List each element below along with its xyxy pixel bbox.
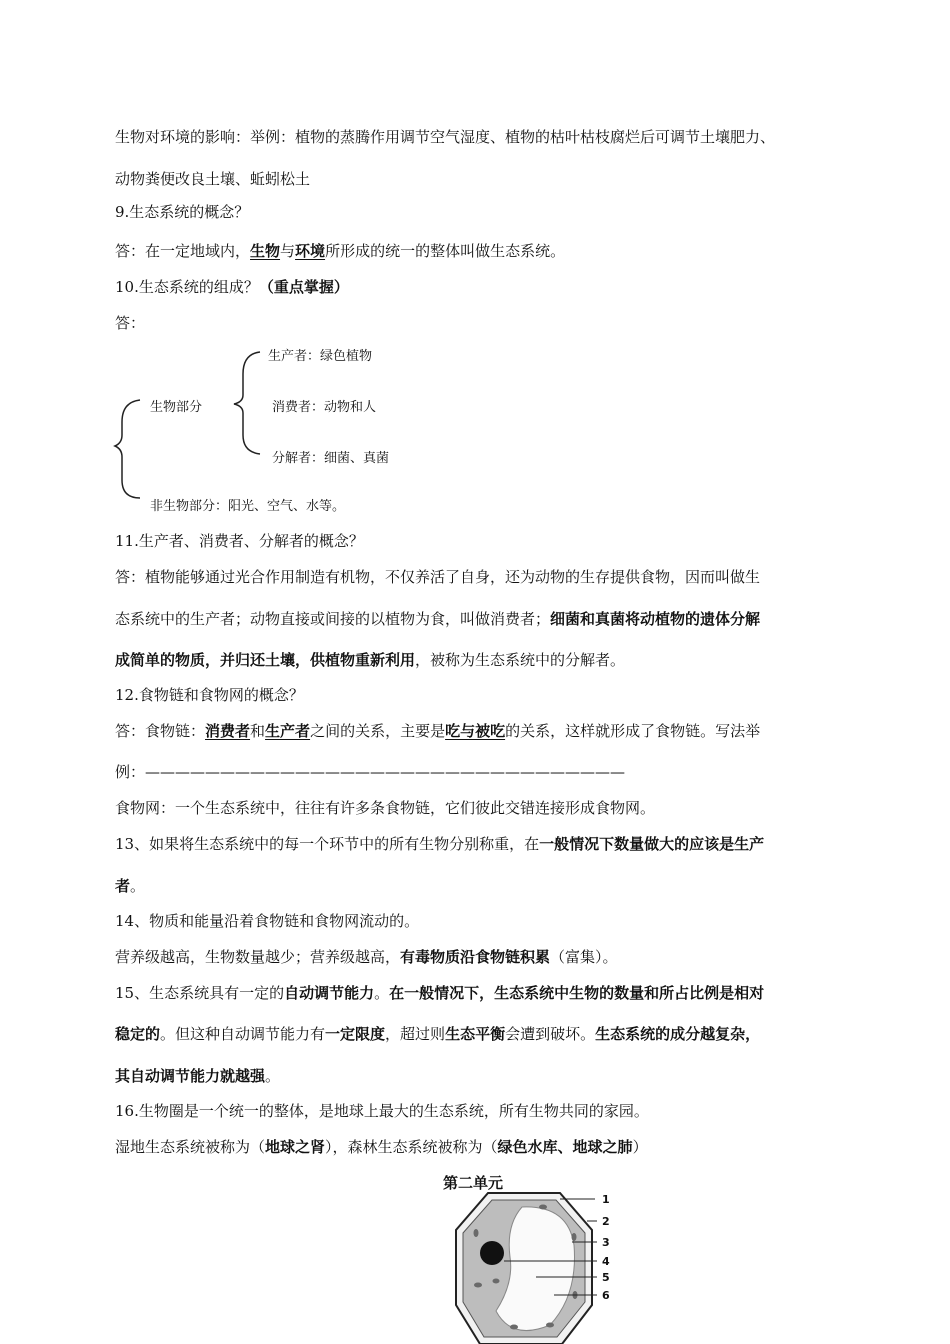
answer-12-line3: 食物网：一个生态系统中，往往有许多条食物链，它们彼此交错连接形成食物网。 [115, 799, 656, 817]
bio-part-label: 生物部分 [150, 400, 203, 415]
point-13: 13、如果将生态系统中的每一个环节中的所有生物分别称重，在一般情况下数量做大的应该是生产 [115, 835, 765, 853]
consumer-label: 消费者：动物和人 [272, 400, 377, 415]
text-line: 动物粪便改良土壤、蚯蚓松土 [115, 170, 311, 188]
cell-label-3: 3 [602, 1236, 610, 1249]
point-15: 15、生态系统具有一定的自动调节能力。在一般情况下，生态系统中生物的数量和所占比例是相对 [115, 984, 765, 1002]
question-10: 10.生态系统的组成？（重点掌握） [115, 278, 349, 296]
unit-2-title: 第二单元 [443, 1174, 504, 1192]
cell-label-5: 5 [602, 1271, 610, 1284]
brace-lines [110, 340, 430, 520]
cell-label-2: 2 [602, 1215, 610, 1228]
producer-label: 生产者：绿色植物 [268, 349, 373, 364]
answer-11-line3: 成简单的物质，并归还土壤，供植物重新利用，被称为生态系统中的分解者。 [115, 651, 626, 669]
answer-11-line1: 答：植物能够通过光合作用制造有机物，不仅养活了自身，还为动物的生存提供食物，因而叫做生 [115, 568, 761, 586]
point-16-line2: 湿地生态系统被称为（地球之肾），森林生态系统被称为（绿色水库、地球之肺） [115, 1138, 648, 1156]
point-14-line2: 营养级越高，生物数量越少；营养级越高，有毒物质沿食物链积累（富集）。 [115, 948, 618, 966]
text-line: 生物对环境的影响：举例：植物的蒸腾作用调节空气湿度、植物的枯叶枯枝腐烂后可调节土壤肥力、 [115, 128, 776, 146]
point-14: 14、物质和能量沿着食物链和食物网流动的。 [115, 912, 420, 930]
cell-label-1: 1 [602, 1193, 610, 1206]
answer-12-line1: 答：食物链：消费者和生产者之间的关系，主要是吃与被吃的关系，这样就形成了食物链。写法举 [115, 722, 761, 740]
answer-9: 答：在一定地域内，生物与环境所形成的统一的整体叫做生态系统。 [115, 242, 566, 260]
point-13-line2: 者。 [115, 877, 146, 895]
cell-label-6: 6 [602, 1289, 610, 1302]
ecosystem-diagram [110, 340, 430, 520]
question-9: 9.生态系统的概念？ [115, 203, 250, 221]
answer-12-line2: 例：———————————————————————————————— [115, 763, 626, 781]
point-16: 16.生物圈是一个统一的整体，是地球上最大的生态系统，所有生物共同的家园。 [115, 1102, 649, 1120]
plant-cell-diagram [450, 1185, 630, 1344]
answer-10: 答： [115, 314, 146, 332]
nonbio-part-label: 非生物部分：阳光、空气、水等。 [150, 499, 346, 514]
question-12: 12.食物链和食物网的概念？ [115, 686, 304, 704]
point-15-line3: 其自动调节能力就越强。 [115, 1067, 281, 1085]
decomposer-label: 分解者：细菌、真菌 [272, 451, 390, 466]
point-15-line2: 稳定的。但这种自动调节能力有一定限度，超过则生态平衡会遭到破坏。生态系统的成分越复杂， [115, 1025, 761, 1043]
answer-11-line2: 态系统中的生产者；动物直接或间接的以植物为食，叫做消费者；细菌和真菌将动植物的遗体分解 [115, 610, 761, 628]
cell-label-4: 4 [602, 1255, 610, 1268]
question-11: 11.生产者、消费者、分解者的概念？ [115, 532, 364, 550]
